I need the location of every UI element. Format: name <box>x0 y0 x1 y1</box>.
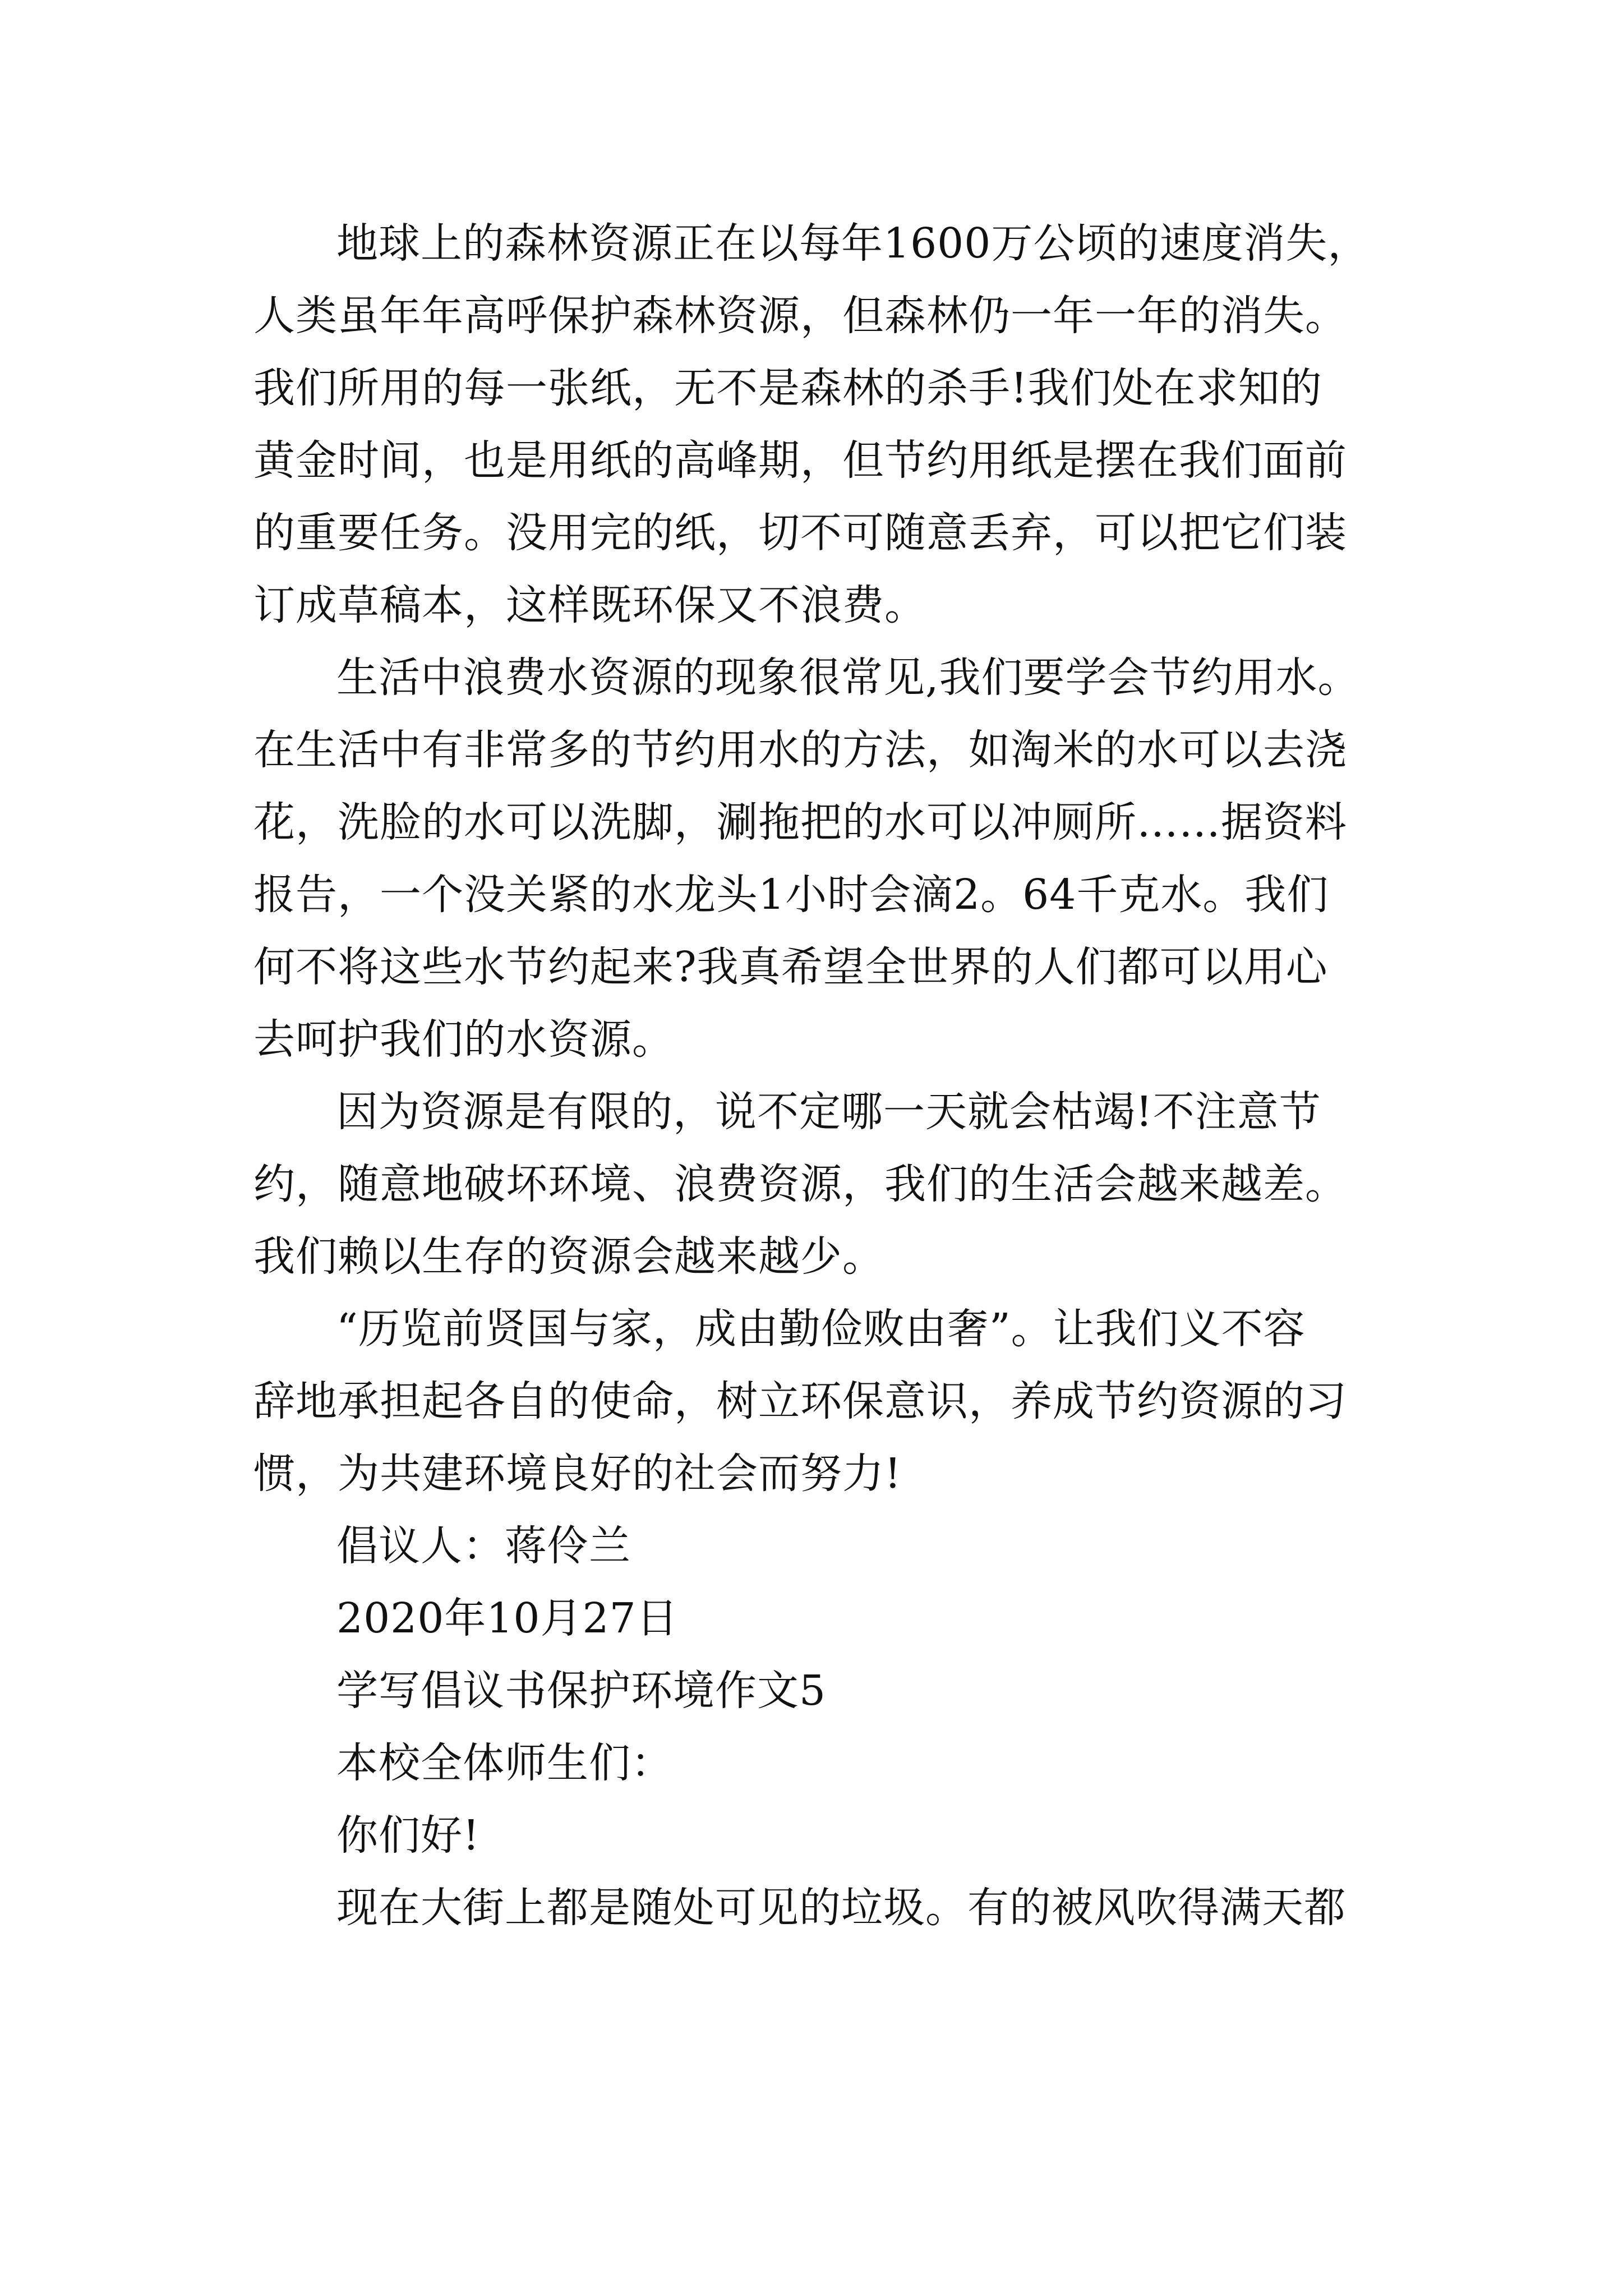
paragraph-line: 去呵护我们的水资源。 <box>253 1015 674 1064</box>
paragraph-line: 的重要任务。没用完的纸，切不可随意丢弃，可以把它们装 <box>253 509 1347 557</box>
paragraph-line: 订成草稿本，这样既环保又不浪费。 <box>253 581 926 629</box>
paragraph-line: 约，随意地破坏环境、浪费资源，我们的生活会越来越差。 <box>253 1160 1347 1208</box>
paragraph-line: 人类虽年年高呼保护森林资源，但森林仍一年一年的消失。 <box>253 292 1347 340</box>
paragraph-line: 惯，为共建环境良好的社会而努力! <box>253 1450 902 1498</box>
date-line: 2020年10月27日 <box>336 1594 679 1642</box>
paragraph-line: 生活中浪费水资源的现象很常见,我们要学会节约用水。 <box>336 654 1360 702</box>
greeting-line: 你们好! <box>336 1811 480 1860</box>
paragraph-line: 因为资源是有限的，说不定哪一天就会枯竭!不注意节 <box>336 1088 1321 1136</box>
paragraph-line: 在生活中有非常多的节约用水的方法，如淘米的水可以去浇 <box>253 726 1347 774</box>
paragraph-line: 我们赖以生存的资源会越来越少。 <box>253 1232 884 1281</box>
document-body <box>253 208 1386 1944</box>
signature-line: 倡议人：蒋伶兰 <box>336 1522 631 1570</box>
section-title: 学写倡议书保护环境作文5 <box>336 1667 827 1715</box>
paragraph-line: 何不将这些水节约起来?我真希望全世界的人们都可以用心 <box>253 943 1328 991</box>
paragraph-line: 地球上的森林资源正在以每年1600万公顷的速度消失， <box>336 219 1370 268</box>
paragraph-line: “历览前贤国与家，成由勤俭败由奢”。让我们义不容 <box>336 1305 1306 1353</box>
salutation-line: 本校全体师生们： <box>336 1739 673 1787</box>
paragraph-line: 报告，一个没关紧的水龙头1小时会滴2。64千克水。我们 <box>253 871 1329 919</box>
paragraph-line: 我们所用的每一张纸，无不是森林的杀手!我们处在求知的 <box>253 364 1322 412</box>
paragraph-line: 现在大街上都是随处可见的垃圾。有的被风吹得满天都 <box>336 1884 1346 1932</box>
paragraph-line: 黄金时间，也是用纸的高峰期，但节约用纸是摆在我们面前 <box>253 436 1347 485</box>
paragraph-line: 辞地承担起各自的使命，树立环保意识，养成节约资源的习 <box>253 1377 1347 1425</box>
paragraph-line: 花，洗脸的水可以洗脚，涮拖把的水可以冲厕所……据资料 <box>253 798 1347 846</box>
